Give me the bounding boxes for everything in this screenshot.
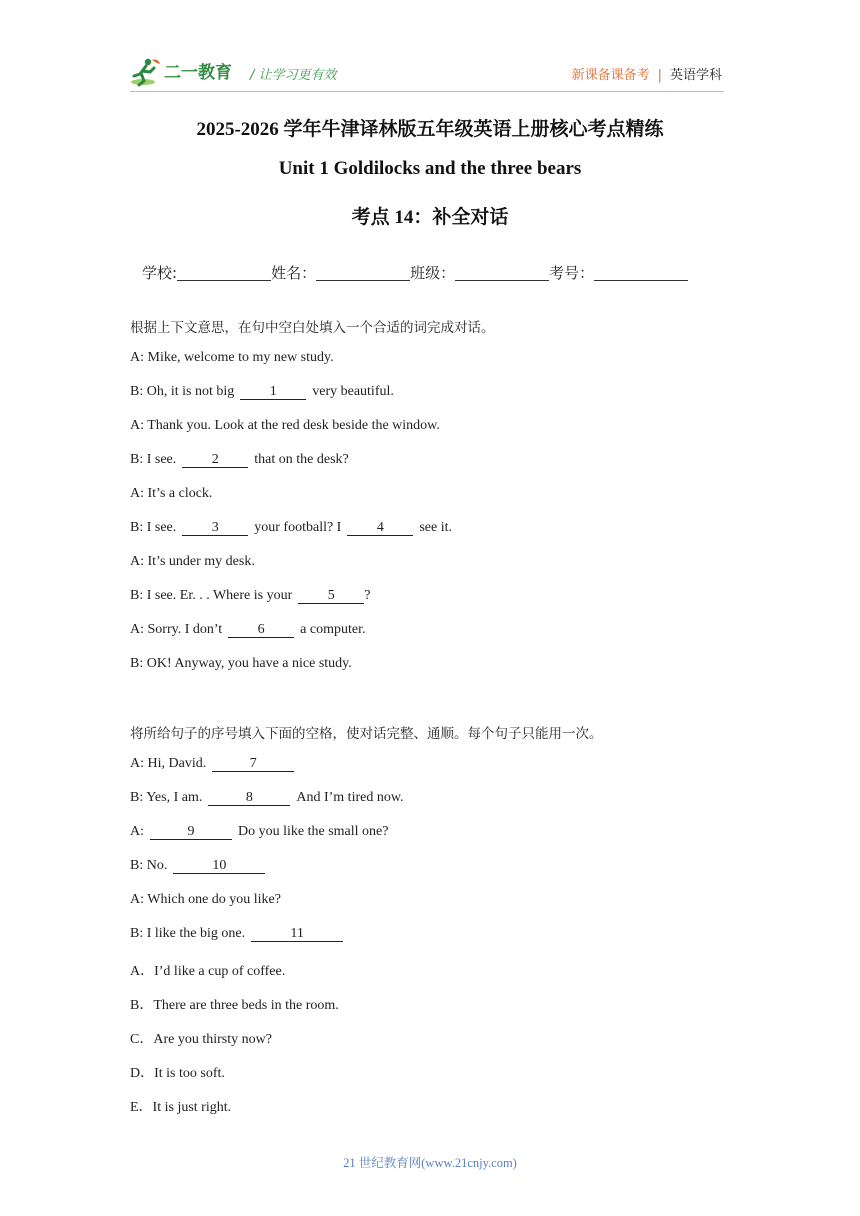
dialogue-line [130, 824, 388, 840]
header-divider [130, 91, 724, 92]
tag-course: 新课备课备考 [571, 68, 650, 83]
dialogue-line [130, 858, 271, 874]
answer-blank-10[interactable]: 10 [173, 858, 265, 874]
line-text: a computer. [300, 622, 366, 637]
name-label: 姓名： [271, 264, 317, 282]
page-footer: 21 世纪教育网(www.21cnjy.com) [343, 1156, 517, 1170]
line-text: And I’m tired now. [296, 790, 404, 805]
class-blank[interactable] [455, 264, 549, 281]
student-info [142, 262, 688, 283]
line-text: B: I see. [130, 520, 177, 535]
answer-blank-9[interactable]: 9 [150, 824, 232, 840]
line-text: B: I see. Er. . . Where is your [130, 588, 293, 603]
dialogue-line [130, 926, 349, 942]
line-text: A: Hi, David. [130, 756, 207, 771]
answer-blank-11[interactable]: 11 [251, 926, 343, 942]
option-d: D．It is too soft. [130, 1066, 225, 1081]
section2-instruction: 将所给句子的序号填入下面的空格，使对话完整、通顺。每个句子只能用一次。 [130, 726, 603, 742]
tag-subject: 英语学科 [669, 68, 722, 83]
line-text: B: Oh, it is not big [130, 384, 235, 399]
answer-blank-4[interactable]: 4 [347, 520, 413, 536]
answer-blank-7[interactable]: 7 [212, 756, 294, 772]
line-text: B: No. [130, 858, 168, 873]
dialogue-line [130, 756, 300, 772]
dialogue-line: B: OK! Anyway, you have a nice study. [130, 656, 352, 671]
exam-no-blank[interactable] [594, 264, 688, 281]
dialogue-line [130, 790, 404, 806]
answer-blank-2[interactable]: 2 [182, 452, 248, 468]
topic-title: 考点 14：补全对话 [351, 207, 509, 228]
line-text: B: I like the big one. [130, 926, 246, 941]
dialogue-line: A: It’s a clock. [130, 486, 213, 501]
option-e: E．It is just right. [130, 1100, 232, 1115]
answer-blank-1[interactable]: 1 [240, 384, 306, 400]
line-text: that on the desk? [254, 452, 349, 467]
dialogue-line: A: Mike, welcome to my new study. [130, 350, 334, 365]
dialogue-line [130, 520, 452, 536]
dialogue-line [130, 384, 394, 400]
line-text: ? [364, 588, 371, 603]
dialogue-line: A: Thank you. Look at the red desk beside the window. [130, 418, 440, 433]
logo-text: 二一教育 [164, 63, 232, 83]
dialogue-line [130, 452, 349, 468]
answer-blank-3[interactable]: 3 [182, 520, 248, 536]
header-tags [572, 64, 722, 83]
class-label: 班级： [410, 264, 456, 282]
answer-blank-6[interactable]: 6 [228, 622, 294, 638]
dialogue-line: A: It’s under my desk. [130, 554, 255, 569]
school-blank[interactable] [177, 264, 271, 281]
option-a: A．I’d like a cup of coffee. [130, 964, 286, 979]
answer-blank-5[interactable]: 5 [298, 588, 364, 604]
line-text: B: Yes, I am. [130, 790, 203, 805]
section1-instruction: 根据上下文意思，在句中空白处填入一个合适的词完成对话。 [130, 320, 495, 336]
line-text: very beautiful. [312, 384, 394, 399]
option-c: C．Are you thirsty now? [130, 1032, 272, 1047]
dialogue-line [130, 622, 365, 638]
slogan: / 让学习更有效 [250, 68, 337, 83]
name-blank[interactable] [316, 264, 410, 281]
line-text: A: [130, 824, 144, 839]
answer-blank-8[interactable]: 8 [208, 790, 290, 806]
tag-separator: | [657, 68, 662, 83]
unit-title: Unit 1 Goldilocks and the three bears [278, 158, 582, 179]
line-text: see it. [419, 520, 453, 535]
page-header [130, 52, 730, 92]
line-text: A: Sorry. I don’t [130, 622, 223, 637]
exam-no-label: 考号： [549, 264, 595, 282]
line-text: your football? I [254, 520, 342, 535]
dialogue-line [130, 588, 370, 604]
dialogue-line: A: Which one do you like? [130, 892, 281, 907]
logo [130, 56, 240, 88]
line-text: B: I see. [130, 452, 177, 467]
doc-title: 2025-2026 学年牛津译林版五年级英语上册核心考点精练 [196, 119, 664, 140]
school-label: 学校: [142, 264, 178, 282]
option-b: B．There are three beds in the room. [130, 998, 339, 1013]
line-text: Do you like the small one? [238, 824, 389, 839]
